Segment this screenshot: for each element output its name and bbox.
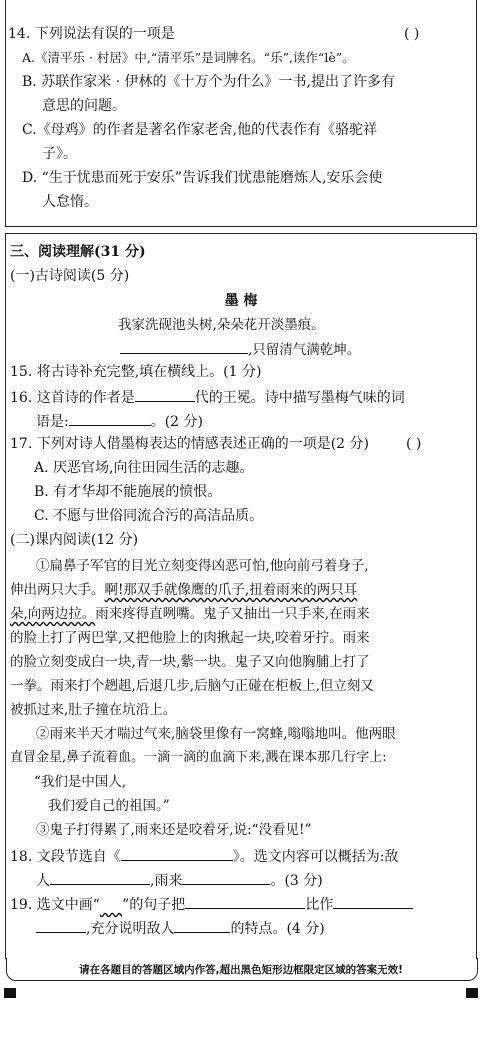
q17-stem: 17. 下列对诗人借墨梅表达的情感表述正确的一项是(2 分) — [10, 436, 369, 452]
passage-p1-line5: 的脸立刻变成白一块,青一块,紫一块。鬼子又向他胸脯上打了 — [10, 654, 370, 670]
passage-p1-line6: 一拳。雨来打个趔趄,后退几步,后脑勺正碰在柜板上,但立刻又 — [10, 678, 374, 694]
q19-compare-blank[interactable] — [333, 894, 413, 909]
q14-option-b-line2: 意思的问题。 — [42, 98, 126, 114]
part-1-title: (一)古诗阅读(5 分) — [10, 268, 130, 284]
q16-line2: 语是: 。(2 分) — [36, 411, 203, 432]
q14-answer-paren: ( ) — [404, 26, 420, 42]
q16-word-blank[interactable] — [69, 411, 151, 426]
passage-p3-line1: ③鬼子打得累了,雨来还是咬着牙,说:“没看见!” — [36, 822, 312, 838]
passage-p1-line1: ①扁鼻子军官的目光立刻变得凶恶可怕,他向前弓着身子, — [36, 558, 369, 574]
q19-compare-blank-cont[interactable] — [36, 918, 86, 933]
poem-blank[interactable] — [120, 339, 248, 354]
passage-p1-line7: 被抓过来,肚子撞在坑沿上。 — [10, 702, 177, 718]
q17-option-a: A. 厌恶官场,向往田园生活的志趣。 — [34, 460, 254, 476]
q14-option-d-line2: 人怠惰。 — [42, 194, 98, 210]
wavy-underlined-sentence: 啊!那双手就像鹰的爪子,扭着雨来的两只耳 — [104, 582, 358, 598]
q17-option-b: B. 有才华却不能施展的愤恨。 — [34, 484, 222, 500]
wavy-sample-mark — [100, 897, 122, 913]
q18-enemy-blank[interactable] — [50, 870, 150, 885]
part-2-title: (二)课内阅读(12 分) — [10, 532, 139, 548]
q18-yulai-blank[interactable] — [182, 870, 270, 885]
q14-stem: 14. 下列说法有误的一项是 — [8, 26, 175, 42]
passage-p1-line3: 朵,向两边拉。雨来疼得直咧嘴。鬼子又抽出一只手来,在雨来 — [10, 606, 370, 622]
passage-p1-line2: 伸出两只大手。啊!那双手就像鹰的爪子,扭着雨来的两只耳 — [10, 582, 358, 598]
q19-trait-blank[interactable] — [174, 918, 230, 933]
passage-p2-line4: 我们爱自己的祖国。” — [48, 798, 170, 814]
poem-line-1: 我家洗砚池头树,朵朵花开淡墨痕。 — [118, 317, 325, 333]
poem-title: 墨 梅 — [224, 293, 258, 309]
right-registration-mark — [466, 988, 478, 998]
q18-line1: 18. 文段节选自《 》。选文内容可以概括为:敌 — [10, 846, 398, 867]
passage-p1-line4: 的脸上打了两巴掌,又把他脸上的肉揪起一块,咬着牙拧。雨来 — [10, 630, 370, 646]
passage-p2-line2: 直冒金星,鼻子流着血。一滴一滴的血滴下来,溅在课本那几行字上: — [10, 750, 387, 765]
q14-option-a: A.《清平乐 · 村居》中,“清平乐”是词牌名。“乐”,读作“lè”。 — [22, 50, 355, 65]
q18-title-blank[interactable] — [121, 846, 233, 861]
q15-stem: 15. 将古诗补充完整,填在横线上。(1 分) — [10, 364, 262, 380]
q19-object-blank[interactable] — [185, 894, 305, 909]
q18-line2: 人 ,雨来 。(3 分) — [36, 870, 323, 891]
q16-dynasty-blank[interactable] — [135, 387, 195, 402]
passage-p2-line3: “我们是中国人, — [34, 774, 127, 790]
q14-option-b-line1: B. 苏联作家米 · 伊林的《十万个为什么》一书,提出了许多有 — [22, 74, 395, 90]
q14-option-c-line2: 子》。 — [42, 146, 77, 162]
q19-line1: 19. 选文中画“ ”的句子把 比作 — [10, 894, 413, 915]
poem-line-2: ,只留清气满乾坤。 — [120, 339, 360, 360]
q14-option-c-line1: C.《母鸡》的作者是著名作家老舍,他的代表作有《骆驼祥 — [22, 122, 378, 138]
q17-option-c: C. 不愿与世俗同流合污的高洁品质。 — [34, 508, 264, 524]
passage-p2-line1: ②雨来半天才喘过气来,脑袋里像有一窝蜂,嗡嗡地叫。他两眼 — [36, 726, 396, 742]
footer-notice: 请在各题目的答题区域内作答,超出黑色矩形边框限定区域的答案无效! — [79, 964, 403, 976]
q16-line1: 16. 这首诗的作者是 代的王冕。诗中描写墨梅气味的词 — [10, 387, 405, 408]
q14-option-d-line1: D. “生于忧患而死于安乐”告诉我们忧患能磨炼人,安乐会使 — [22, 170, 383, 186]
q19-line2: ,充分说明敌人 的特点。(4 分) — [36, 918, 325, 939]
section-3-title: 三、阅读理解(31 分) — [10, 244, 146, 260]
q17-answer-paren: ( ) — [406, 436, 422, 452]
left-registration-mark — [4, 988, 16, 998]
